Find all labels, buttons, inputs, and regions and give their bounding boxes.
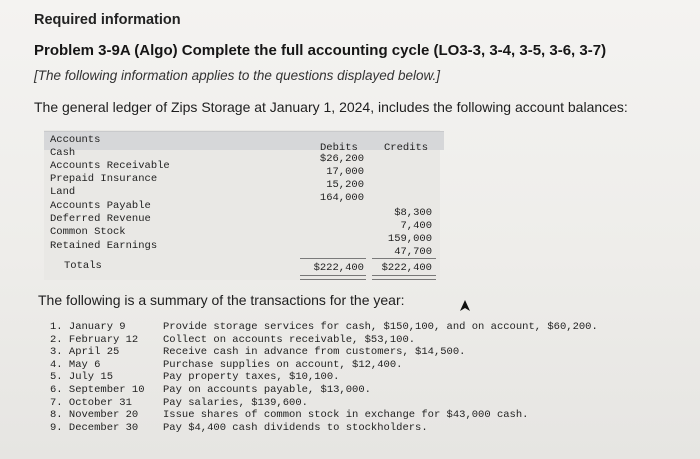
ledger-credit-value: 159,000 bbox=[387, 233, 432, 245]
ledger-account: Deferred Revenue bbox=[50, 213, 151, 225]
ledger-intro: The general ledger of Zips Storage at January 1, 2024, includes the following account balances: bbox=[34, 99, 628, 115]
credit-total-double-rule bbox=[372, 275, 436, 280]
transaction-date: 3. April 25 bbox=[50, 346, 120, 359]
ledger-credit-value: 7,400 bbox=[400, 220, 432, 232]
transaction-description: Pay on accounts payable, $13,000. bbox=[163, 384, 371, 396]
ledger-header-credits: Credits bbox=[384, 142, 429, 154]
transaction-description: Collect on accounts receivable, $53,100. bbox=[163, 333, 416, 346]
transaction-date: 6. September 10 bbox=[50, 384, 145, 396]
ledger-debit-value: 17,000 bbox=[326, 166, 364, 178]
problem-title: Problem 3-9A (Algo) Complete the full accounting cycle (LO3-3, 3-4, 3-5, 3-6, 3-7) bbox=[34, 42, 607, 59]
ledger-credit-value: 47,700 bbox=[394, 246, 432, 258]
ledger-debit-value: $26,200 bbox=[319, 153, 364, 165]
mouse-pointer-icon bbox=[459, 299, 471, 313]
ledger-credit-value: $8,300 bbox=[394, 207, 432, 219]
transaction-description: Pay property taxes, $10,100. bbox=[163, 371, 340, 384]
transaction-description: Provide storage services for cash, $150,100, and on account, $60,200. bbox=[163, 321, 598, 333]
ledger-account: Accounts Receivable bbox=[50, 160, 170, 172]
ledger-account: Cash bbox=[50, 147, 76, 159]
transaction-date: 4. May 6 bbox=[50, 358, 101, 371]
ledger-header-debits: Debits bbox=[320, 142, 358, 154]
transaction-date: 8. November 20 bbox=[50, 409, 139, 422]
info-note: [The following information applies to the questions displayed below.] bbox=[34, 68, 440, 83]
transaction-date: 1. January 9 bbox=[50, 321, 126, 333]
transaction-description: Purchase supplies on account, $12,400. bbox=[163, 358, 403, 371]
transaction-description: Pay salaries, $139,600. bbox=[163, 396, 308, 409]
credit-subtotal-rule bbox=[372, 258, 436, 259]
debit-subtotal-rule bbox=[300, 258, 366, 259]
transaction-description: Pay $4,400 cash dividends to stockholders. bbox=[163, 421, 428, 434]
ledger-totals-debit: $222,400 bbox=[313, 262, 364, 274]
ledger-account: Accounts Payable bbox=[50, 200, 151, 212]
ledger-account: Common Stock bbox=[50, 226, 126, 238]
ledger-debit-value: 15,200 bbox=[326, 179, 364, 191]
transaction-description: Receive cash in advance from customers, $14,500. bbox=[163, 346, 466, 359]
ledger-debit-value: 164,000 bbox=[319, 192, 364, 204]
transactions-intro: The following is a summary of the transactions for the year: bbox=[38, 292, 405, 308]
ledger-totals-label: Totals bbox=[64, 260, 102, 272]
debit-total-double-rule bbox=[300, 275, 366, 280]
transaction-date: 5. July 15 bbox=[50, 371, 114, 384]
transaction-date: 7. October 31 bbox=[50, 396, 132, 409]
ledger-account: Land bbox=[50, 186, 76, 198]
ledger-header-accounts: Accounts bbox=[50, 134, 101, 146]
ledger-account: Retained Earnings bbox=[50, 240, 158, 252]
transaction-description: Issue shares of common stock in exchange for $43,000 cash. bbox=[163, 409, 529, 422]
required-information-heading: Required information bbox=[34, 12, 181, 28]
ledger-account: Prepaid Insurance bbox=[50, 173, 158, 185]
ledger-totals-credit: $222,400 bbox=[381, 262, 432, 274]
transaction-date: 2. February 12 bbox=[50, 333, 139, 346]
transaction-date: 9. December 30 bbox=[50, 421, 139, 434]
